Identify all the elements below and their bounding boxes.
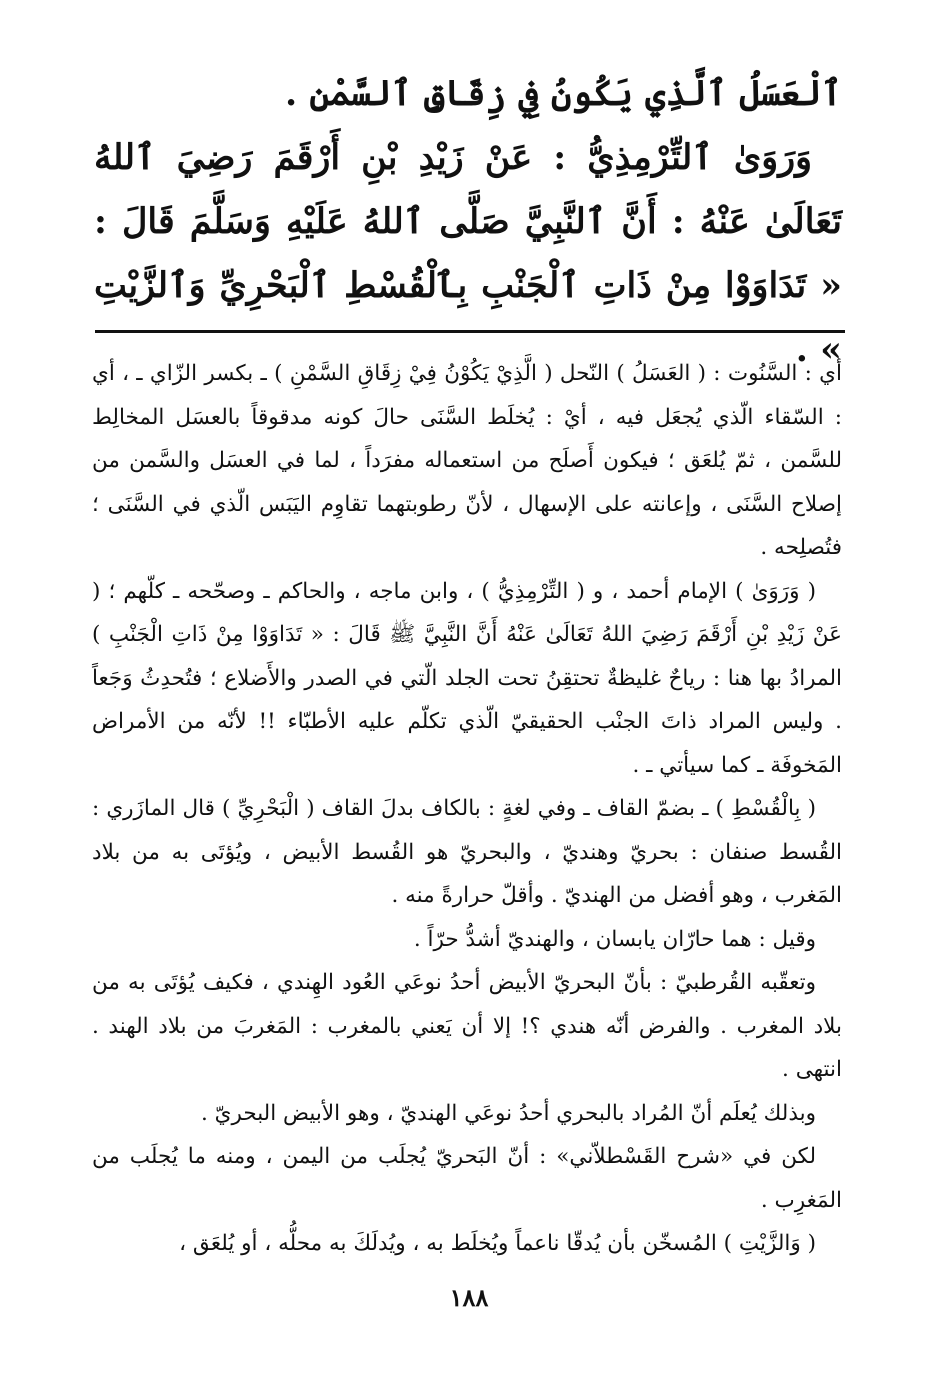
commentary <box>92 352 842 1266</box>
commentary-paragraph: لكن في «شرح القَسْطلاّني» : أنّ البَحريّ يُجلَب من اليمن ، ومنه ما يُجلَب من المَغرِب . <box>92 1144 842 1213</box>
main-text <box>94 62 842 382</box>
commentary-paragraph: أي : السَّنُوت : ( العَسَلُ ) النّحل ( الَّذِيْ يَكُوْنُ فِيْ زِقَاقِ السَّمْنِ ) ـ بكسر الزّاي ـ ، أي : السّقاء الّذي يُجعَل فيه ، أيْ : يُخلَط السَّنَى حالَ كونه مدقوقاً بالعسَل المخالِط للسَّمن ، ثمّ يُلعَق ؛ فيكون أَصلَح من استعماله مفرَداً ، لما في العسَل والسَّمن من إصلاح السَّنَى ، وإعانته على الإسهال ، لأنّ رطوبتهما تقاوِم اليَبَس الّذي في السَّنَى ؛ فتُصلِحه . <box>92 361 842 560</box>
commentary-paragraph: وتعقّبه القُرطبيّ : بأنّ البحريّ الأبيض أحدُ نوعَي العُود الهِندي ، فكيف يُؤتَى به من بلاد المغرب . والفرض أنّه هندي ؟! إلا أن يَعني بالمغرب : المَغربَ من بلاد الهند . انتهى . <box>92 970 842 1082</box>
separator-rule <box>95 330 845 333</box>
page-number: ١٨٨ <box>449 1283 489 1312</box>
commentary-paragraph: ( بِالْقُسْطِ ) ـ بضمّ القاف ـ وفي لغةٍ : بالكاف بدلَ القاف ( الْبَحْرِيِّ ) قال المازَري : القُسط صنفان : بحريّ وهنديّ ، والبحريّ هو القُسط الأبيض ، ويُؤتَى به من بلاد المَغرب ، وهو أفضل من الهنديّ . وأقلّ حرارةً منه . <box>92 796 842 908</box>
hadith-text: وَرَوَىٰ ٱلتِّرْمِذِيُّ : عَنْ زَيْدِ بْنِ أَرْقَمَ رَضِيَ ٱللهُ تَعَالَىٰ عَنْهُ : أَنَّ ٱلنَّبِيَّ صَلَّى ٱللهُ عَلَيْهِ وَسَلَّمَ قَالَ : « تَدَاوَوْا مِنْ ذَاتِ ٱلْجَنْبِ بِٱلْقُسْطِ ٱلْبَحْرِيِّ وَٱلزَّيْتِ » . <box>94 137 842 370</box>
commentary-paragraph: وقيل : هما حارّان يابسان ، والهنديّ أشدُّ حرّاً . <box>413 926 816 952</box>
commentary-paragraph: ( وَالزَّيْتِ ) المُسخّن بأن يُدقّا ناعماً ويُخلَط به ، ويُدلَكَ به محلُّه ، أو يُلعَق ، <box>179 1231 816 1256</box>
commentary-paragraph: ( وَرَوَىٰ ) الإمام أحمد ، و ( التِّرْمِذِيُّ ) ، وابن ماجه ، والحاكم ـ وصحّحه ـ كلّهم ؛ ( عَنْ زَيْدِ بْنِ أَرْقَمَ رَضِيَ اللهُ تَعَالَىٰ عَنْهُ أَنَّ النَّبِيَّ ﷺ قَالَ : « تَدَاوَوْا مِنْ ذَاتِ الْجَنْبِ ) المرادُ بها هنا : رياحٌ غليظةٌ تحتقِنُ تحت الجلد الّتي في الصدر والأَضلاع ؛ فتُحدِثُ وَجَعاً . وليس المراد ذاتَ الجنْب الحقيقيّ الّذي تكلّم عليه الأطبّاء !! لأنّه من الأمراض المَخوفَة ـ كما سيأتي ـ . <box>92 578 842 778</box>
commentary-paragraph: وبذلك يُعلَم أنّ المُراد بالبحري أحدُ نوعَي الهنديّ ، وهو الأبيض البحريّ . <box>200 1100 816 1126</box>
main-text-line: ٱلْعَسَلُ ٱلَّذِي يَكُونُ فِي زِقَاقِ ٱلسَّمْنِ . <box>285 73 842 114</box>
